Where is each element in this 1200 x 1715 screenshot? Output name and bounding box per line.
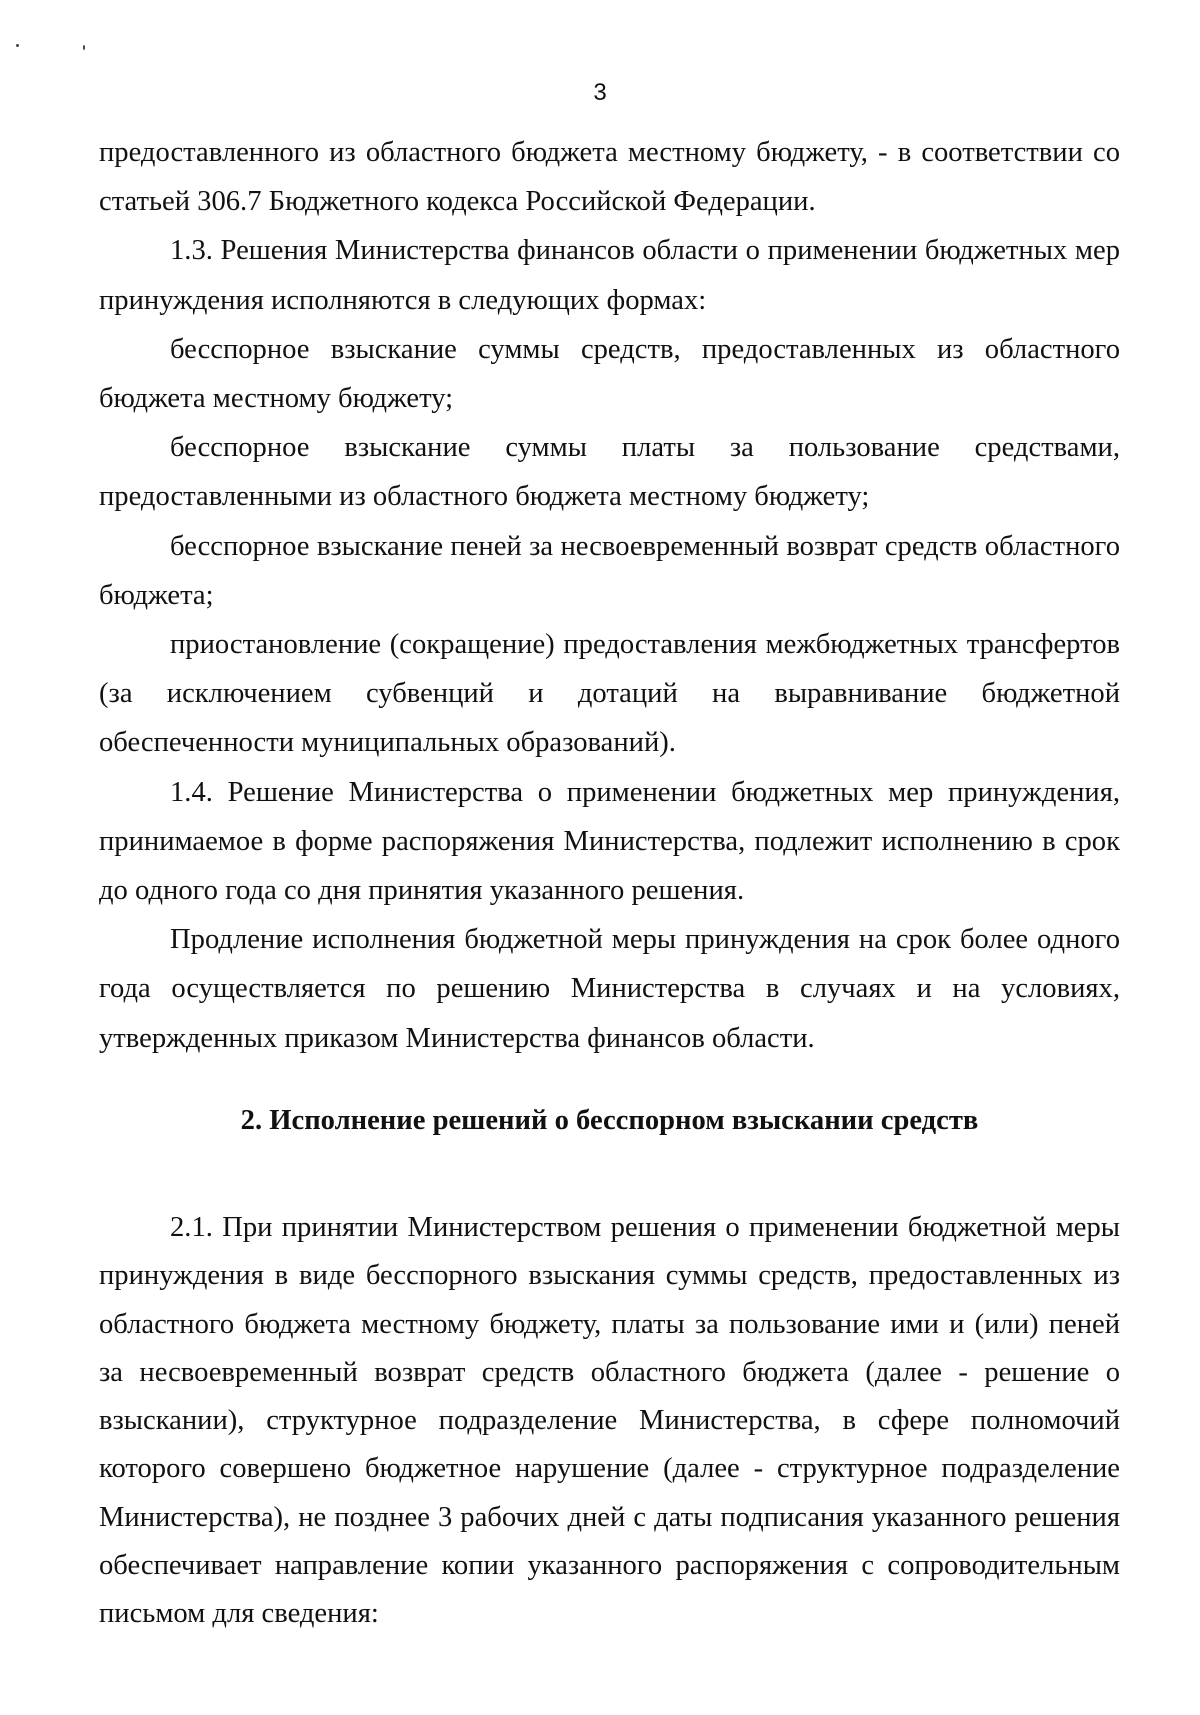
paragraph-extension: Продление исполнения бюджетной меры принуждения на срок более одного года осуществляется по решению Министерства в случаях и на условиях, утвержденных приказом Министерства финансов области. — [99, 924, 1120, 1054]
paragraph-continuation: предоставленного из областного бюджета местному бюджету, - в соответствии со статьей 306.7 Бюджетного кодекса Российской Федерации. — [99, 137, 1120, 218]
scan-speck — [16, 44, 19, 47]
page-number: 3 — [593, 79, 607, 106]
body-text — [99, 128, 1120, 1063]
paragraph-1-4: 1.4. Решение Министерства о применении бюджетных мер принуждения, принимаемое в форме распоряжения Министерства, подлежит исполнению в срок до одного года со дня принятия указанного решения. — [99, 776, 1120, 907]
paragraph-2-1: 2.1. При принятии Министерством решения о применении бюджетной меры принуждения в виде бесспорного взыскания суммы средств, предоставленных из областного бюджета местному бюджету, платы за пользование ими и (или) пеней за несвоевременный возврат средств областного бюджета (далее - решение о взыскании), структурное подразделение Министерства, в сфере полномочий которого совершено бюджетное нарушение (далее - структурное подразделение Министерства), не позднее 3 рабочих дней с даты подписания указанного решения обеспечивает направление копии указанного распоряжения с сопроводительным письмом для сведения: — [99, 1212, 1120, 1630]
section-heading: 2. Исполнение решений о бесспорном взыскании средств — [240, 1105, 979, 1136]
paragraph-form-4: приостановление (сокращение) предоставления межбюджетных трансфертов (за исключением субвенций и дотаций на выравнивание бюджетной обеспеченности муниципальных образований). — [99, 629, 1120, 759]
paragraph-form-3: бесспорное взыскание пеней за несвоевременный возврат средств областного бюджета; — [99, 530, 1120, 611]
scan-speck — [83, 45, 85, 50]
paragraph-form-1: бесспорное взыскание суммы средств, предоставленных из областного бюджета местному бюджету; — [99, 333, 1120, 415]
paragraph-form-2: бесспорное взыскание суммы платы за пользование средствами, предоставленными из областного бюджета местному бюджету; — [99, 432, 1120, 513]
paragraph-1-3: 1.3. Решения Министерства финансов области о применении бюджетных мер принуждения исполняются в следующих формах: — [99, 235, 1120, 316]
section-2-body — [99, 1204, 1120, 1639]
